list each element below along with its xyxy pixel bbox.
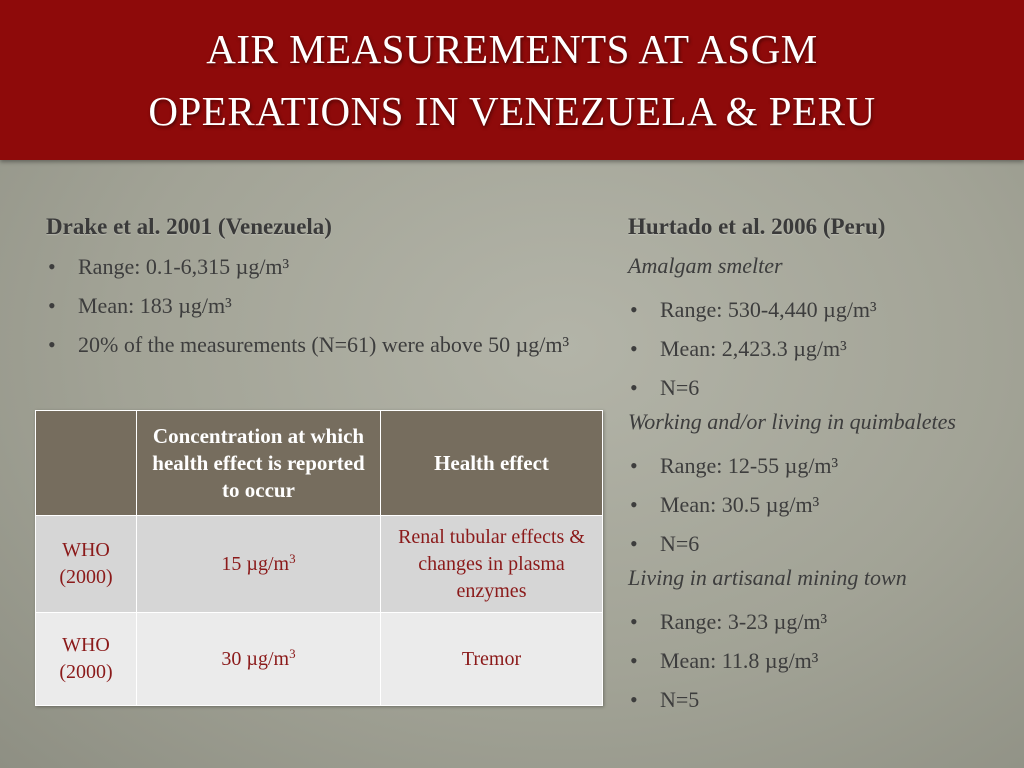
row2-concentration	[137, 613, 381, 706]
amalgam-n-bullet: • N=6	[628, 373, 1018, 402]
title-bar	[0, 0, 1024, 160]
health-effect-table	[35, 410, 603, 706]
row1-source: WHO (2000)	[36, 516, 137, 613]
row2-source: WHO (2000)	[36, 613, 137, 706]
quimbaletes-n-bullet: • N=6	[628, 529, 1018, 558]
table-row	[36, 516, 603, 613]
amalgam-range-bullet: • Range: 530-4,440 µg/m³	[628, 295, 1018, 324]
drake-range-bullet: • Range: 0.1-6,315 µg/m³	[46, 252, 606, 281]
drake-mean-bullet: • Mean: 183 µg/m³	[46, 291, 606, 320]
group-label-quimbaletes: Working and/or living in quimbaletes	[628, 409, 956, 434]
hurtado-heading: Hurtado et al. 2006 (Peru)	[628, 214, 886, 239]
drake-heading: Drake et al. 2001 (Venezuela)	[46, 214, 332, 239]
right-column	[628, 212, 1018, 714]
mining-town-mean-bullet: • Mean: 11.8 µg/m³	[628, 646, 1018, 675]
left-column	[46, 212, 606, 359]
slide-title-line-1: AIR MEASUREMENTS AT ASGM	[206, 26, 818, 72]
group-label-amalgam-smelter: Amalgam smelter	[628, 253, 783, 278]
table-row	[36, 613, 603, 706]
row2-concentration-value: 30 µg/m	[221, 647, 290, 670]
row1-concentration-value: 15 µg/m	[221, 552, 290, 575]
slide-title-line-2: OPERATIONS IN VENEZUELA & PERU	[148, 88, 876, 134]
drake-bullet-list	[46, 252, 606, 359]
amalgam-bullet-list	[628, 295, 1018, 402]
row2-effect: Tremor	[381, 613, 603, 706]
quimbaletes-bullet-list	[628, 451, 1018, 558]
group-label-mining-town: Living in artisanal mining town	[628, 565, 907, 590]
table-header-row	[36, 411, 603, 516]
quimbaletes-range-bullet: • Range: 12-55 µg/m³	[628, 451, 1018, 480]
quimbaletes-mean-bullet: • Mean: 30.5 µg/m³	[628, 490, 1018, 519]
header-health-effect: Health effect	[381, 411, 603, 516]
amalgam-mean-bullet: • Mean: 2,423.3 µg/m³	[628, 334, 1018, 363]
row1-effect: Renal tubular effects & changes in plasma enzymes	[381, 516, 603, 613]
drake-percent-bullet: • 20% of the measurements (N=61) were above 50 µg/m³	[46, 330, 606, 359]
mining-town-range-bullet: • Range: 3-23 µg/m³	[628, 607, 1018, 636]
row1-unit-superscript: 3	[289, 550, 296, 566]
mining-town-n-bullet: • N=5	[628, 685, 1018, 714]
row1-concentration	[137, 516, 381, 613]
row2-unit-superscript: 3	[289, 645, 296, 661]
mining-town-bullet-list	[628, 607, 1018, 714]
header-blank-cell	[36, 411, 137, 516]
header-concentration: Concentration at which health effect is reported to occur	[137, 411, 381, 516]
